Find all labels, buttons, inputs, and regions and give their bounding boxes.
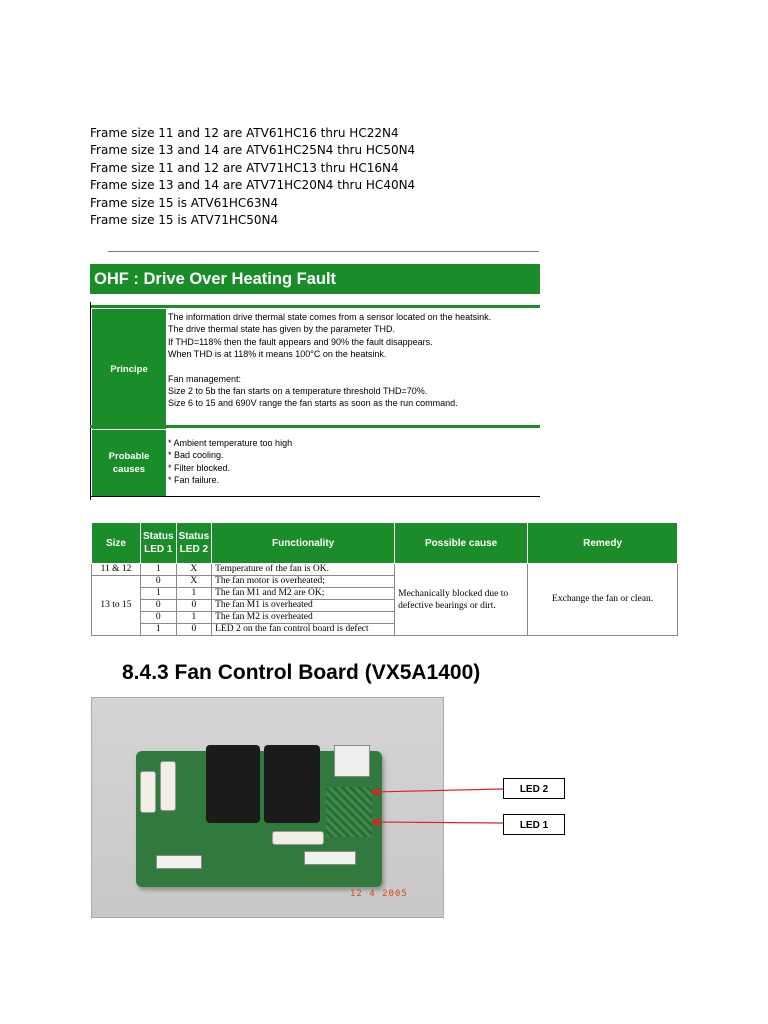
led2-arrow [372, 789, 503, 792]
led1-label: LED 1 [503, 814, 565, 835]
pin-connector [334, 745, 370, 777]
header-possible-cause: Possible cause [395, 523, 528, 564]
date-stamp: 12 4 2005 [350, 889, 408, 899]
fuse [160, 761, 176, 811]
table-row: 1 1 The fan M1 and M2 are OK; [92, 588, 678, 600]
fault-title: OHF : Drive Over Heating Fault [90, 264, 540, 294]
fuse [140, 771, 156, 813]
header-functionality: Functionality [212, 523, 395, 564]
relay-left [206, 745, 260, 823]
table-header-row [92, 523, 678, 564]
table-row: 0 1 The fan M2 is overheated [92, 612, 678, 624]
relay-right [264, 745, 320, 823]
section-title: 8.4.3 Fan Control Board (VX5A1400) [122, 661, 481, 684]
header-remedy: Remedy [528, 523, 678, 564]
causes-label: Probable causes [92, 430, 166, 496]
principle-label: Principe [92, 309, 166, 429]
frame-line: Frame size 11 and 12 are ATV71HC13 thru HC16N4 [90, 160, 399, 175]
principle-text: The information drive thermal state comes from a sensor located on the heatsink. The drive thermal state has given by the parameter THD. If THD=118% then the fault appears and 90% the fault disappears. When THD is at 118% it means 100°C on the heatsink. Fan management: Size 2 to 5b the fan starts on a temperature threshold THD=70%. Size 6 to 15 and 690V range the fan starts as soon as the run command. [168, 312, 492, 409]
left-border [90, 302, 91, 500]
header-led1: Status LED 1 [141, 523, 177, 564]
frame-line: Frame size 15 is ATV61HC63N4 [90, 195, 279, 210]
table-row: 0 0 The fan M1 is overheated [92, 600, 678, 612]
frame-line: Frame size 15 is ATV71HC50N4 [90, 213, 279, 228]
size-cell: 13 to 15 [92, 576, 141, 636]
frame-size-list [90, 125, 510, 229]
callout-arrows [360, 780, 510, 840]
frame-line: Frame size 13 and 14 are ATV61HC25N4 thru HC50N4 [90, 143, 416, 158]
causes-text: * Ambient temperature too high * Bad cooling. * Filter blocked. * Fan failure. [168, 438, 293, 486]
size-cell: 11 & 12 [92, 564, 141, 576]
frame-line: Frame size 11 and 12 are ATV61HC16 thru HC22N4 [90, 126, 399, 140]
bottom-border [90, 496, 540, 497]
remedy-cell: Exchange the fan or clean. [528, 564, 678, 636]
divider-line [108, 251, 539, 252]
green-bar [90, 425, 540, 428]
led2-label: LED 2 [503, 778, 565, 799]
fan-status-table [91, 522, 678, 636]
terminal-connector [304, 851, 356, 865]
green-bar [90, 305, 540, 308]
led1-arrow [372, 822, 503, 823]
table-row: 13 to 15 0 X The fan motor is overheated; [92, 576, 678, 588]
table-row: 1 0 LED 2 on the fan control board is defect [92, 624, 678, 636]
fault-block [90, 264, 540, 500]
header-size: Size [92, 523, 141, 564]
table-row: 11 & 12 1 X Temperature of the fan is OK. Mechanically blocked due to defective bearings or dirt. Exchange the fan or clean. [92, 564, 678, 576]
header-led2: Status LED 2 [176, 523, 212, 564]
circuit-board [136, 751, 382, 887]
possible-cause-cell: Mechanically blocked due to defective bearings or dirt. [395, 564, 528, 636]
frame-line: Frame size 13 and 14 are ATV71HC20N4 thru HC40N4 [90, 178, 416, 193]
terminal-connector [156, 855, 202, 869]
fuse [272, 831, 324, 845]
